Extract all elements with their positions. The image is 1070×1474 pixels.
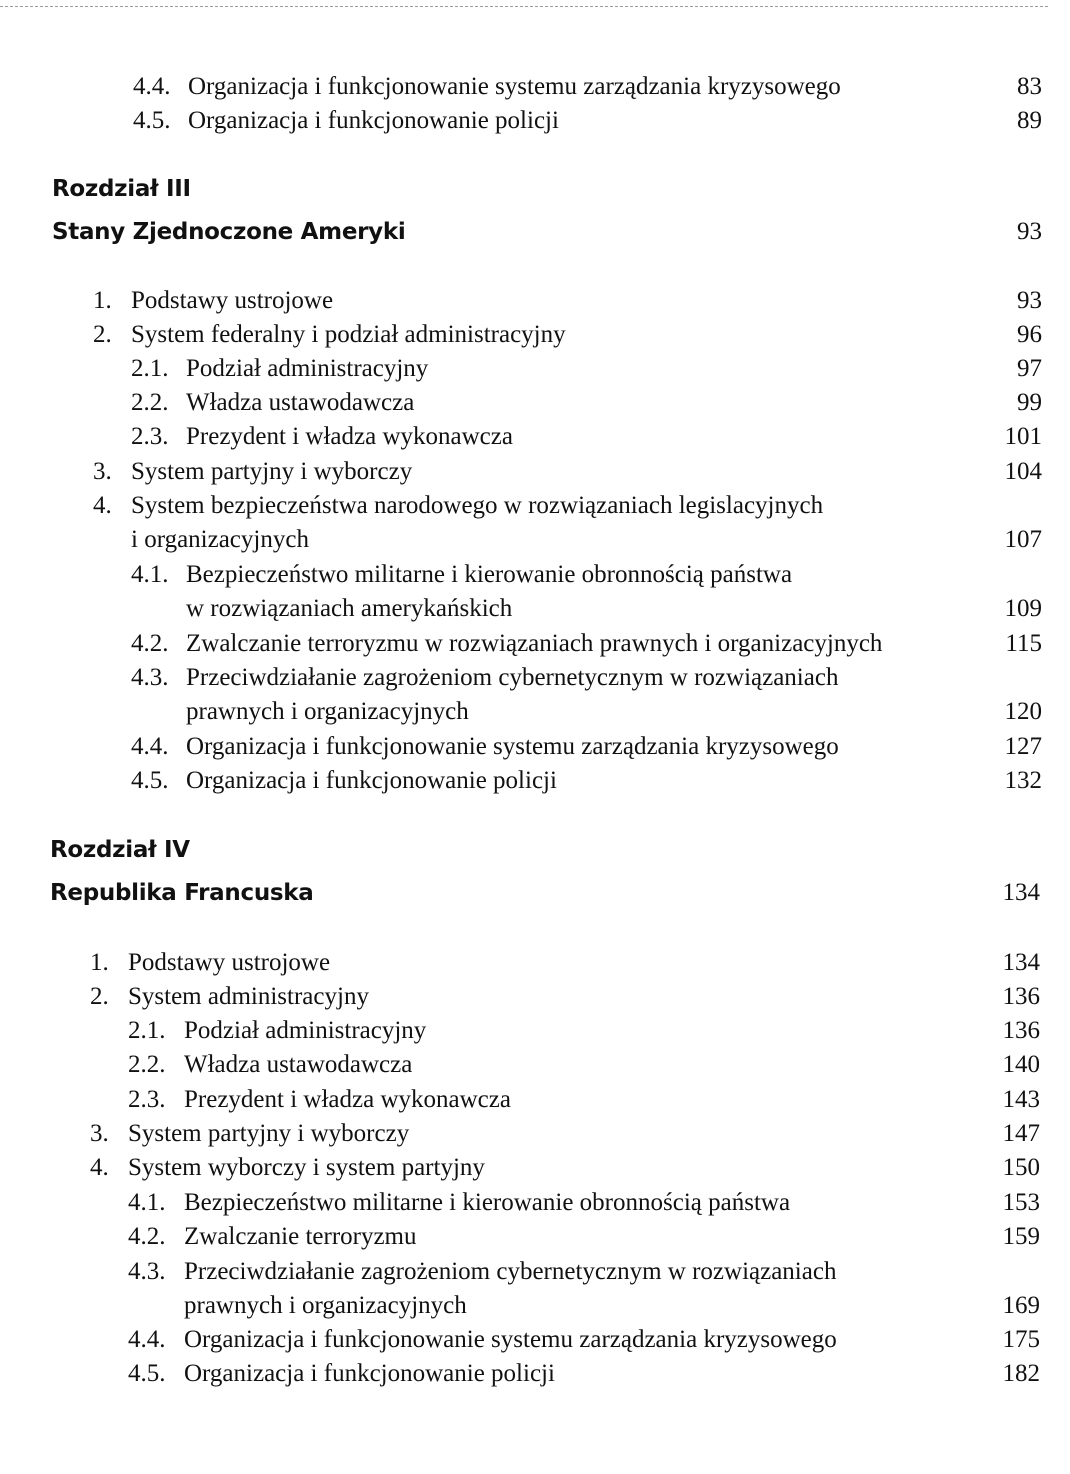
toc-entry xyxy=(0,1048,1070,1082)
entry-page: 136 xyxy=(1002,983,1040,1010)
entry-number: 2. xyxy=(93,321,112,348)
entry-page: 127 xyxy=(1004,733,1042,760)
entry-title: System wyborczy i system partyjny xyxy=(128,1154,485,1181)
chapter-heading xyxy=(0,876,1070,910)
entry-number: 4.4. xyxy=(133,73,171,100)
entry-title: Prezydent i władza wykonawcza xyxy=(184,1086,511,1113)
entry-number: 4.5. xyxy=(128,1360,166,1387)
toc-entry xyxy=(0,420,1070,454)
entry-page: 109 xyxy=(1004,595,1042,622)
chapter-title: Stany Zjednoczone Ameryki xyxy=(52,219,406,245)
entry-page: 175 xyxy=(1002,1326,1040,1353)
entry-title: Zwalczanie terroryzmu xyxy=(184,1223,417,1250)
toc-entry xyxy=(0,558,1070,592)
entry-title: Podstawy ustrojowe xyxy=(131,287,334,314)
entry-title: System partyjny i wyborczy xyxy=(131,458,413,485)
entry-page: 143 xyxy=(1002,1086,1040,1113)
entry-title: Podział administracyjny xyxy=(186,355,429,382)
entry-number: 4.3. xyxy=(131,664,169,691)
entry-number: 4.4. xyxy=(128,1326,166,1353)
entry-title: Organizacja i funkcjonowanie systemu zarządzania kryzysowego xyxy=(186,733,839,760)
entry-number: 2.3. xyxy=(131,423,169,450)
chapter-page: 93 xyxy=(1017,218,1042,245)
entry-page: 140 xyxy=(1002,1051,1040,1078)
entry-page: 107 xyxy=(1004,526,1042,553)
entry-title-cont: i organizacyjnych xyxy=(131,526,309,553)
entry-page: 159 xyxy=(1002,1223,1040,1250)
entry-number: 4.2. xyxy=(131,630,169,657)
toc-entry xyxy=(0,104,1070,138)
entry-number: 4.1. xyxy=(131,561,169,588)
chapter-label-text: Rozdział IV xyxy=(50,837,190,863)
toc-entry xyxy=(0,455,1070,489)
chapter-page: 134 xyxy=(1002,879,1040,906)
toc-entry-continuation xyxy=(0,695,1070,729)
entry-title: Podstawy ustrojowe xyxy=(128,949,331,976)
entry-title: Organizacja i funkcjonowanie policji xyxy=(184,1360,555,1387)
chapter-title: Republika Francuska xyxy=(50,880,314,906)
chapter-label xyxy=(0,172,1070,206)
toc-entry xyxy=(0,70,1070,104)
entry-number: 2. xyxy=(90,983,109,1010)
entry-number: 1. xyxy=(93,287,112,314)
entry-title: Organizacja i funkcjonowanie systemu zarządzania kryzysowego xyxy=(184,1326,837,1353)
toc-entry xyxy=(0,627,1070,661)
entry-page: 136 xyxy=(1002,1017,1040,1044)
entry-page: 182 xyxy=(1002,1360,1040,1387)
entry-page: 93 xyxy=(1017,287,1042,314)
toc-entry xyxy=(0,318,1070,352)
entry-title: System administracyjny xyxy=(128,983,369,1010)
toc-entry xyxy=(0,352,1070,386)
toc-entry xyxy=(0,1220,1070,1254)
entry-number: 4. xyxy=(90,1154,109,1181)
toc-entry xyxy=(0,1255,1070,1289)
toc-entry xyxy=(0,1014,1070,1048)
entry-number: 4. xyxy=(93,492,112,519)
entry-title: Bezpieczeństwo militarne i kierowanie obronnością państwa xyxy=(186,561,793,588)
toc-entry xyxy=(0,946,1070,980)
entry-page: 89 xyxy=(1017,107,1042,134)
toc-entry-continuation xyxy=(0,523,1070,557)
entry-page: 97 xyxy=(1017,355,1042,382)
entry-title: Przeciwdziałanie zagrożeniom cybernetycznym w rozwiązaniach xyxy=(186,664,839,691)
entry-title: System federalny i podział administracyjny xyxy=(131,321,566,348)
entry-number: 2.1. xyxy=(128,1017,166,1044)
entry-number: 2.2. xyxy=(131,389,169,416)
entry-title: Władza ustawodawcza xyxy=(184,1051,413,1078)
toc-entry xyxy=(0,1323,1070,1357)
entry-page: 101 xyxy=(1004,423,1042,450)
toc-entry xyxy=(0,764,1070,798)
toc-entry xyxy=(0,386,1070,420)
entry-number: 3. xyxy=(90,1120,109,1147)
toc-entry xyxy=(0,1117,1070,1151)
chapter-heading xyxy=(0,215,1070,249)
entry-page: 104 xyxy=(1004,458,1042,485)
entry-number: 4.5. xyxy=(133,107,171,134)
entry-title: Zwalczanie terroryzmu w rozwiązaniach prawnych i organizacyjnych xyxy=(186,630,883,657)
entry-title-cont: w rozwiązaniach amerykańskich xyxy=(186,595,513,622)
entry-page: 115 xyxy=(1005,630,1042,657)
entry-page: 120 xyxy=(1004,698,1042,725)
entry-number: 3. xyxy=(93,458,112,485)
entry-title: Władza ustawodawcza xyxy=(186,389,415,416)
toc-entry xyxy=(0,284,1070,318)
entry-number: 4.5. xyxy=(131,767,169,794)
chapter-label xyxy=(0,833,1070,867)
toc-entry xyxy=(0,1151,1070,1185)
entry-title: Bezpieczeństwo militarne i kierowanie obronnością państwa xyxy=(184,1189,791,1216)
entry-title: Podział administracyjny xyxy=(184,1017,427,1044)
entry-number: 4.3. xyxy=(128,1258,166,1285)
entry-title: Przeciwdziałanie zagrożeniom cybernetycznym w rozwiązaniach xyxy=(184,1258,837,1285)
toc-entry xyxy=(0,1357,1070,1391)
entry-page: 169 xyxy=(1002,1292,1040,1319)
entry-title-cont: prawnych i organizacyjnych xyxy=(186,698,469,725)
entry-title: System partyjny i wyborczy xyxy=(128,1120,410,1147)
entry-page: 150 xyxy=(1002,1154,1040,1181)
toc-entry xyxy=(0,1186,1070,1220)
entry-number: 4.2. xyxy=(128,1223,166,1250)
toc-entry xyxy=(0,489,1070,523)
toc-entry xyxy=(0,1083,1070,1117)
entry-number: 1. xyxy=(90,949,109,976)
entry-title: Organizacja i funkcjonowanie policji xyxy=(188,107,559,134)
entry-number: 2.1. xyxy=(131,355,169,382)
entry-number: 2.2. xyxy=(128,1051,166,1078)
entry-page: 83 xyxy=(1017,73,1042,100)
toc-entry xyxy=(0,730,1070,764)
toc-entry-continuation xyxy=(0,1289,1070,1323)
entry-page: 132 xyxy=(1004,767,1042,794)
entry-number: 4.4. xyxy=(131,733,169,760)
entry-title: Organizacja i funkcjonowanie systemu zarządzania kryzysowego xyxy=(188,73,841,100)
entry-title: Prezydent i władza wykonawcza xyxy=(186,423,513,450)
entry-number: 4.1. xyxy=(128,1189,166,1216)
entry-title-cont: prawnych i organizacyjnych xyxy=(184,1292,467,1319)
entry-title: System bezpieczeństwa narodowego w rozwiązaniach legislacyjnych xyxy=(131,492,824,519)
entry-page: 99 xyxy=(1017,389,1042,416)
toc-entry xyxy=(0,661,1070,695)
toc-entry-continuation xyxy=(0,592,1070,626)
entry-title: Organizacja i funkcjonowanie policji xyxy=(186,767,557,794)
toc-entry xyxy=(0,980,1070,1014)
entry-page: 153 xyxy=(1002,1189,1040,1216)
entry-page: 96 xyxy=(1017,321,1042,348)
top-rule xyxy=(0,6,1048,7)
entry-number: 2.3. xyxy=(128,1086,166,1113)
entry-page: 134 xyxy=(1002,949,1040,976)
chapter-label-text: Rozdział III xyxy=(52,176,191,202)
entry-page: 147 xyxy=(1002,1120,1040,1147)
